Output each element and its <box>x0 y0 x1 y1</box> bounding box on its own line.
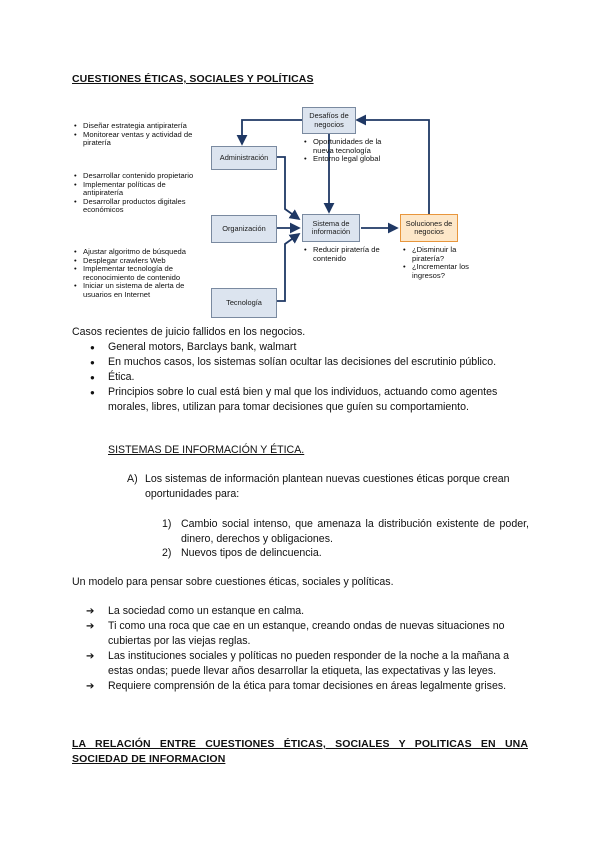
num-2-text: Nuevos tipos de delincuencia. <box>181 547 322 559</box>
list-item: • ¿Disminuir la piratería? <box>403 246 471 263</box>
list-item: • Entorno legal global <box>304 155 404 164</box>
list-item: • Reducir piratería de contenido <box>304 246 394 263</box>
section-title-2: LA RELACIÓN ENTRE CUESTIONES ÉTICAS, SOCIALES Y POLITICAS EN UNA SOCIEDAD DE INFORMACION <box>72 738 528 765</box>
list-item: • Monitorear ventas y actividad de piratería <box>74 131 206 148</box>
list-item: ● Ética. <box>90 370 530 385</box>
list-item: • ¿Incrementar los ingresos? <box>403 263 471 280</box>
item-a-text: Los sistemas de información plantean nuevas cuestiones éticas porque crean oportunidades para: <box>145 473 510 500</box>
soluciones-bullets <box>403 246 471 280</box>
box-administracion: Administración <box>211 146 277 170</box>
num-1-text: Cambio social intenso, que amenaza la distribución existente de poder, dinero, derechos y obligaciones. <box>181 518 529 545</box>
box-tecnologia: Tecnología <box>211 288 277 318</box>
list-item: • Oportunidades de la nueva tecnología <box>304 138 404 155</box>
sistema-bullets <box>304 246 394 263</box>
modelo-intro: Un modelo para pensar sobre cuestiones éticas, sociales y políticas. <box>72 576 394 588</box>
subtitle: SISTEMAS DE INFORMACIÓN Y ÉTICA. <box>108 444 305 456</box>
list-item: ➔ La sociedad como un estanque en calma. <box>80 604 530 619</box>
list-item: ● Principios sobre lo cual está bien y mal que los individuos, actuando como agentes morales, libres, utilizan para tomar decisiones que guíen su comportamiento. <box>90 385 530 415</box>
list-item: • Desarrollar contenido propietario <box>74 172 206 181</box>
arrow-list <box>80 604 530 694</box>
box-soluciones: Soluciones de negocios <box>400 214 458 242</box>
list-item: ➔ Las instituciones sociales y políticas no pueden responder de la noche a la mañana a estas ondas; puede llevar años desarrollar la etiqueta, las expectativas y las leyes. <box>80 649 530 679</box>
list-item: • Iniciar un sistema de alerta de usuarios en Internet <box>74 282 206 299</box>
list-item: • Desplegar crawlers Web <box>74 257 206 266</box>
num-2-marker: 2) <box>162 547 172 559</box>
list-item: • Implementar tecnología de reconocimiento de contenido <box>74 265 206 282</box>
list-item: • Desarrollar productos digitales económicos <box>74 198 206 215</box>
box-organizacion: Organización <box>211 215 277 243</box>
list-item: • Ajustar algoritmo de búsqueda <box>74 248 206 257</box>
desafios-bullets <box>304 138 404 164</box>
item-a-marker: A) <box>127 473 138 485</box>
diagram <box>72 104 472 326</box>
list-item: ➔ Requiere comprensión de la ética para tomar decisiones en áreas legalmente grises. <box>80 679 530 694</box>
left-group-3 <box>74 248 206 300</box>
list-item: ● En muchos casos, los sistemas solían ocultar las decisiones del escrutinio público. <box>90 355 530 370</box>
list-item: • Implementar políticas de antipiratería <box>74 181 206 198</box>
left-group-2 <box>74 172 206 215</box>
box-desafios: Desafíos de negocios <box>302 107 356 134</box>
list-item: ➔ Ti como una roca que cae en un estanque, creando ondas de nuevas situaciones no cubiertas por las viejas reglas. <box>80 619 530 649</box>
num-1-marker: 1) <box>162 518 172 530</box>
list-item: • Diseñar estrategia antipiratería <box>74 122 206 131</box>
list-item: ● General motors, Barclays bank, walmart <box>90 340 530 355</box>
casos-list <box>90 340 530 415</box>
casos-intro: Casos recientes de juicio fallidos en los negocios. <box>72 326 306 338</box>
left-group-1 <box>74 122 206 148</box>
box-sistema: Sistema de información <box>302 214 360 242</box>
section-title: CUESTIONES ÉTICAS, SOCIALES Y POLÍTICAS <box>72 73 314 85</box>
